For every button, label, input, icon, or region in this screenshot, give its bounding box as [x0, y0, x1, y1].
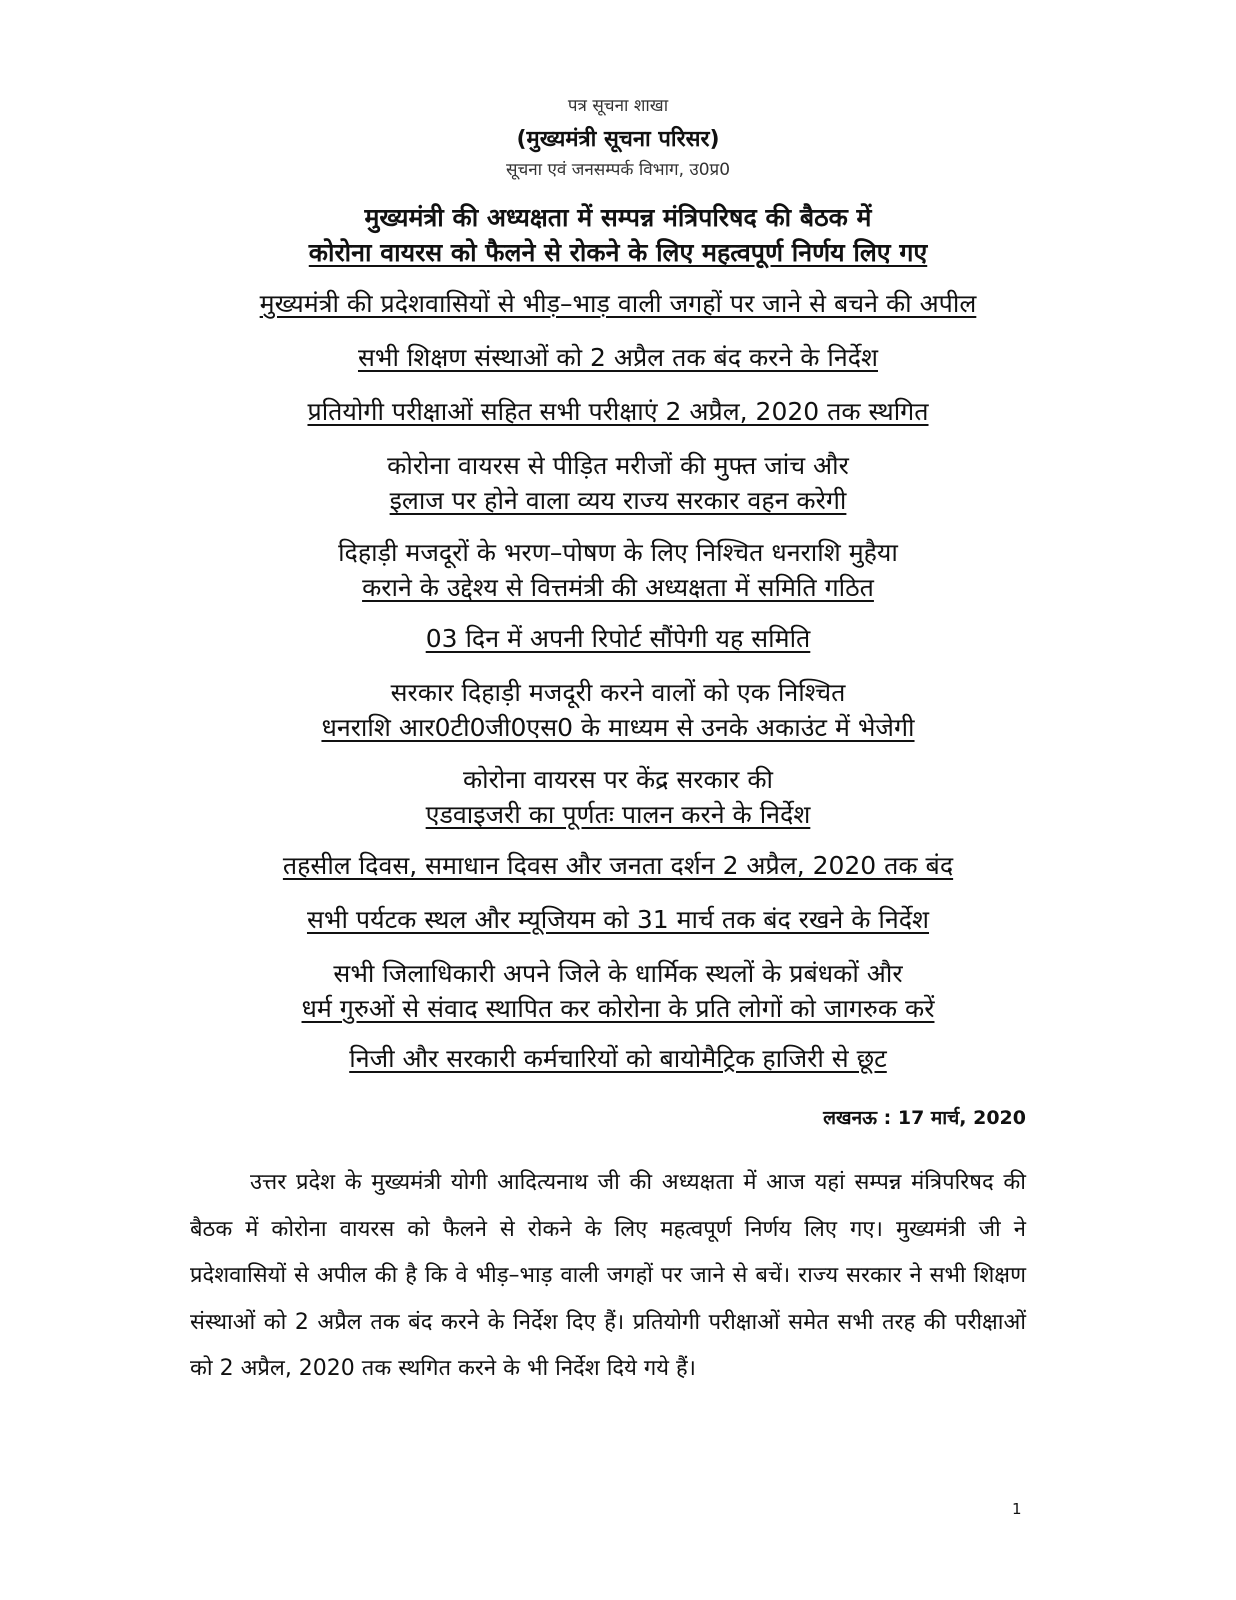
headline-line: मुख्यमंत्री की प्रदेशवासियों से भीड़–भाड़ वाली जगहों पर जाने से बचने की अपील: [259, 289, 977, 318]
headline-exams-postponed: [150, 394, 1086, 429]
header-department-branch: पत्र सूचना शाखा: [567, 96, 669, 116]
headline-crowd-appeal: [150, 286, 1086, 321]
body-text: उत्तर प्रदेश के मुख्यमंत्री योगी आदित्यनाथ जी की अध्यक्षता में आज यहां सम्पन्न मंत्रिपरिषद की बैठक में कोरोना वायरस को फैलने से रोकने के लिए महत्वपूर्ण निर्णय लिए गए। मुख्यमंत्री जी ने प्रदेशवासियों से अपील की है कि वे भीड़–भाड़ वाली जगहों पर जाने से बचें। राज्य सरकार ने सभी शिक्षण संस्थाओं को 2 अप्रैल तक बंद करने के निर्देश दिए हैं। प्रतियोगी परीक्षाओं समेत सभी तरह की परीक्षाओं को 2 अप्रैल, 2020 तक स्थगित करने के भी निर्देश दिये गये हैं।: [190, 1170, 1026, 1381]
headline-cabinet-meeting: [150, 200, 1086, 270]
headline-religious-leaders-awareness: [150, 956, 1086, 1026]
headline-line: कराने के उद्देश्य से वित्तमंत्री की अध्यक्षता में समिति गठित: [362, 573, 874, 602]
headline-tehsil-diwas-closed: [150, 848, 1086, 883]
headline-line: तहसील दिवस, समाधान दिवस और जनता दर्शन 2 अप्रैल, 2020 तक बंद: [282, 851, 954, 880]
headline-rtgs-payment: [150, 675, 1086, 745]
headline-line: दिहाड़ी मजदूरों के भरण–पोषण के लिए निश्चित धनराशि मुहैया: [338, 538, 898, 567]
headline-biometric-exemption: [150, 1041, 1086, 1076]
headline-line: धर्म गुरुओं से संवाद स्थापित कर कोरोना के प्रति लोगों को जागरुक करें: [301, 994, 935, 1023]
headline-line: कोरोना वायरस से पीड़ित मरीजों की मुफ्त जांच और: [387, 451, 849, 480]
headline-tourist-sites-closed: [150, 902, 1086, 937]
headline-line: इलाज पर होने वाला व्यय राज्य सरकार वहन करेगी: [389, 486, 847, 515]
headline-line: निजी और सरकारी कर्मचारियों को बायोमैट्रिक हाजिरी से छूट: [349, 1044, 887, 1073]
headline-schools-closed: [150, 340, 1086, 375]
headline-line: कोरोना वायरस पर केंद्र सरकार की: [462, 765, 774, 794]
header-department: सूचना एवं जनसम्पर्क विभाग, उ0प्र0: [505, 160, 731, 180]
headline-line: धनराशि आर0टी0जी0एस0 के माध्यम से उनके अकाउंट में भेजेगी: [321, 713, 915, 742]
header-office-name: (मुख्यमंत्री सूचना परिसर): [516, 127, 720, 152]
headline-line: एडवाइजरी का पूर्णतः पालन करने के निर्देश: [425, 800, 811, 829]
body-paragraph: [190, 1160, 1026, 1393]
headline-labourers-committee: [150, 535, 1086, 605]
headline-line: सभी पर्यटक स्थल और म्यूजियम को 31 मार्च तक बंद रखने के निर्देश: [306, 905, 930, 934]
dateline: लखनऊ : 17 मार्च, 2020: [823, 1107, 1026, 1129]
page-number: 1: [1012, 1500, 1022, 1518]
headline-line: सरकार दिहाड़ी मजदूरी करने वालों को एक निश्चित: [390, 678, 846, 707]
headline-committee-report: [150, 621, 1086, 656]
headline-line: 03 दिन में अपनी रिपोर्ट सौंपेगी यह समिति: [425, 624, 811, 653]
headline-line: मुख्यमंत्री की अध्यक्षता में सम्पन्न मंत्रिपरिषद की बैठक में: [364, 203, 872, 232]
headline-line: सभी शिक्षण संस्थाओं को 2 अप्रैल तक बंद करने के निर्देश: [357, 343, 878, 372]
headline-line: सभी जिलाधिकारी अपने जिले के धार्मिक स्थलों के प्रबंधकों और: [333, 959, 903, 988]
headline-line: प्रतियोगी परीक्षाओं सहित सभी परीक्षाएं 2 अप्रैल, 2020 तक स्थगित: [307, 397, 929, 426]
headline-free-treatment: [150, 448, 1086, 518]
headline-line: कोरोना वायरस को फैलने से रोकने के लिए महत्वपूर्ण निर्णय लिए गए: [308, 238, 928, 267]
headline-advisory-compliance: [150, 762, 1086, 832]
